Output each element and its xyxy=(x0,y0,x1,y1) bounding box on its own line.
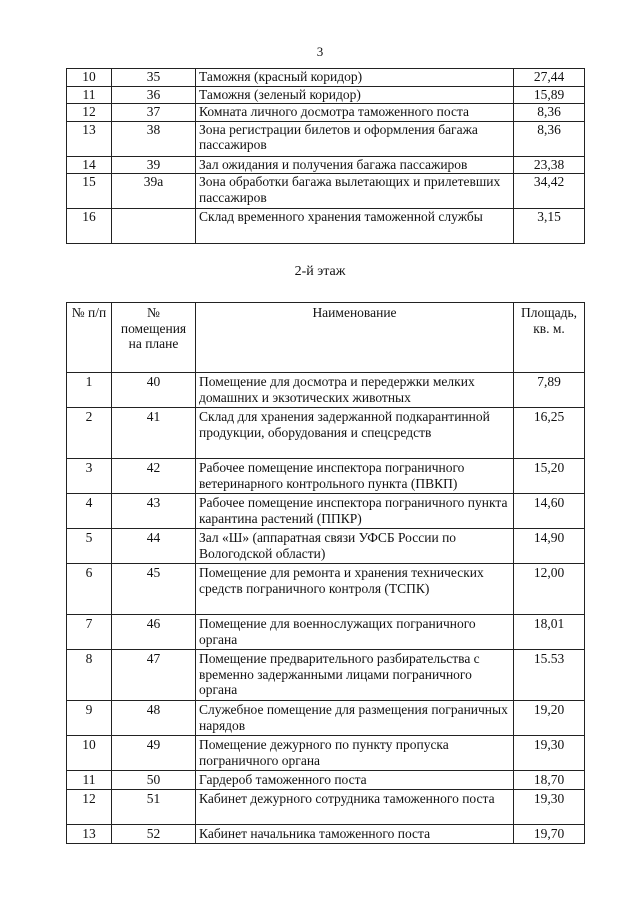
cell-room: 39 xyxy=(112,156,196,174)
cell-room: 39а xyxy=(112,174,196,209)
cell-name: Склад временного хранения таможенной службы xyxy=(196,209,514,244)
cell-area: 14,60 xyxy=(514,494,585,529)
cell-num: 6 xyxy=(67,564,112,615)
cell-area: 18,70 xyxy=(514,771,585,790)
cell-area: 8,36 xyxy=(514,104,585,122)
cell-num: 13 xyxy=(67,121,112,156)
cell-num: 5 xyxy=(67,529,112,564)
section-title: 2-й этаж xyxy=(294,264,346,279)
table-row xyxy=(67,771,585,790)
table-row xyxy=(67,69,585,87)
cell-area: 19,30 xyxy=(514,736,585,771)
cell-room: 51 xyxy=(112,790,196,825)
cell-room: 42 xyxy=(112,459,196,494)
table-row xyxy=(67,825,585,844)
cell-name: Кабинет начальника таможенного поста xyxy=(196,825,514,844)
cell-num: 10 xyxy=(67,736,112,771)
cell-num: 16 xyxy=(67,209,112,244)
cell-room: 36 xyxy=(112,86,196,104)
cell-num: 1 xyxy=(67,373,112,408)
cell-name: Служебное помещение для размещения пограничных нарядов xyxy=(196,701,514,736)
cell-name: Помещение для ремонта и хранения технических средств пограничного контроля (ТСПК) xyxy=(196,564,514,615)
cell-area: 15,20 xyxy=(514,459,585,494)
table-row xyxy=(67,701,585,736)
cell-area: 15,89 xyxy=(514,86,585,104)
cell-name: Склад для хранения задержанной подкарантинной продукции, оборудования и спецсредств xyxy=(196,408,514,459)
cell-name: Таможня (зеленый коридор) xyxy=(196,86,514,104)
cell-area: 27,44 xyxy=(514,69,585,87)
cell-name: Помещение дежурного по пункту пропуска пограничного органа xyxy=(196,736,514,771)
cell-area: 14,90 xyxy=(514,529,585,564)
cell-num: 13 xyxy=(67,825,112,844)
cell-name: Зал ожидания и получения багажа пассажиров xyxy=(196,156,514,174)
cell-num: 12 xyxy=(67,104,112,122)
cell-num: 3 xyxy=(67,459,112,494)
table-row xyxy=(67,564,585,615)
cell-room: 38 xyxy=(112,121,196,156)
table-row xyxy=(67,615,585,650)
cell-name: Гардероб таможенного поста xyxy=(196,771,514,790)
table-row xyxy=(67,459,585,494)
cell-area: 19,30 xyxy=(514,790,585,825)
cell-area: 8,36 xyxy=(514,121,585,156)
cell-name: Помещение для военнослужащих пограничного органа xyxy=(196,615,514,650)
cell-area: 19,20 xyxy=(514,701,585,736)
cell-area: 12,00 xyxy=(514,564,585,615)
cell-area: 19,70 xyxy=(514,825,585,844)
cell-area: 15.53 xyxy=(514,650,585,701)
header-area: Площадь, кв. м. xyxy=(514,303,585,373)
cell-room: 46 xyxy=(112,615,196,650)
cell-room xyxy=(112,209,196,244)
header-room: № помещения на плане xyxy=(112,303,196,373)
cell-num: 8 xyxy=(67,650,112,701)
cell-room: 44 xyxy=(112,529,196,564)
table-row xyxy=(67,494,585,529)
cell-room: 37 xyxy=(112,104,196,122)
cell-num: 2 xyxy=(67,408,112,459)
cell-area: 34,42 xyxy=(514,174,585,209)
cell-name: Рабочее помещение инспектора пограничного пункта карантина растений (ППКР) xyxy=(196,494,514,529)
table-row xyxy=(67,408,585,459)
cell-room: 41 xyxy=(112,408,196,459)
floor2-rooms-table xyxy=(66,302,585,844)
cell-room: 45 xyxy=(112,564,196,615)
cell-num: 7 xyxy=(67,615,112,650)
table-row xyxy=(67,736,585,771)
cell-room: 48 xyxy=(112,701,196,736)
table-row xyxy=(67,209,585,244)
cell-num: 14 xyxy=(67,156,112,174)
cell-name: Помещение для досмотра и передержки мелких домашних и экзотических животных xyxy=(196,373,514,408)
table-row xyxy=(67,529,585,564)
cell-room: 50 xyxy=(112,771,196,790)
table-row xyxy=(67,373,585,408)
cell-room: 49 xyxy=(112,736,196,771)
cell-room: 43 xyxy=(112,494,196,529)
cell-room: 35 xyxy=(112,69,196,87)
table-row xyxy=(67,121,585,156)
cell-num: 10 xyxy=(67,69,112,87)
cell-num: 4 xyxy=(67,494,112,529)
cell-num: 12 xyxy=(67,790,112,825)
header-name: Наименование xyxy=(196,303,514,373)
header-num: № п/п xyxy=(67,303,112,373)
cell-num: 9 xyxy=(67,701,112,736)
cell-name: Рабочее помещение инспектора пограничного ветеринарного контрольного пункта (ПВКП) xyxy=(196,459,514,494)
cell-name: Помещение предварительного разбирательства с временно задержанными лицами пограничного органа xyxy=(196,650,514,701)
cell-name: Зал «Ш» (аппаратная связи УФСБ России по Вологодской области) xyxy=(196,529,514,564)
cell-area: 7,89 xyxy=(514,373,585,408)
cell-num: 15 xyxy=(67,174,112,209)
cell-name: Комната личного досмотра таможенного поста xyxy=(196,104,514,122)
cell-room: 52 xyxy=(112,825,196,844)
rooms-table-continued xyxy=(66,68,585,244)
cell-num: 11 xyxy=(67,771,112,790)
cell-room: 40 xyxy=(112,373,196,408)
cell-area: 18,01 xyxy=(514,615,585,650)
cell-area: 16,25 xyxy=(514,408,585,459)
table-header-row xyxy=(67,303,585,373)
table-row xyxy=(67,104,585,122)
table-row xyxy=(67,790,585,825)
cell-area: 3,15 xyxy=(514,209,585,244)
cell-name: Таможня (красный коридор) xyxy=(196,69,514,87)
cell-name: Зона регистрации билетов и оформления багажа пассажиров xyxy=(196,121,514,156)
cell-room: 47 xyxy=(112,650,196,701)
table-row xyxy=(67,174,585,209)
cell-area: 23,38 xyxy=(514,156,585,174)
table-row xyxy=(67,86,585,104)
page-number: 3 xyxy=(316,44,324,59)
cell-num: 11 xyxy=(67,86,112,104)
cell-name: Зона обработки багажа вылетающих и прилетевших пассажиров xyxy=(196,174,514,209)
table-row xyxy=(67,156,585,174)
cell-name: Кабинет дежурного сотрудника таможенного поста xyxy=(196,790,514,825)
table-row xyxy=(67,650,585,701)
